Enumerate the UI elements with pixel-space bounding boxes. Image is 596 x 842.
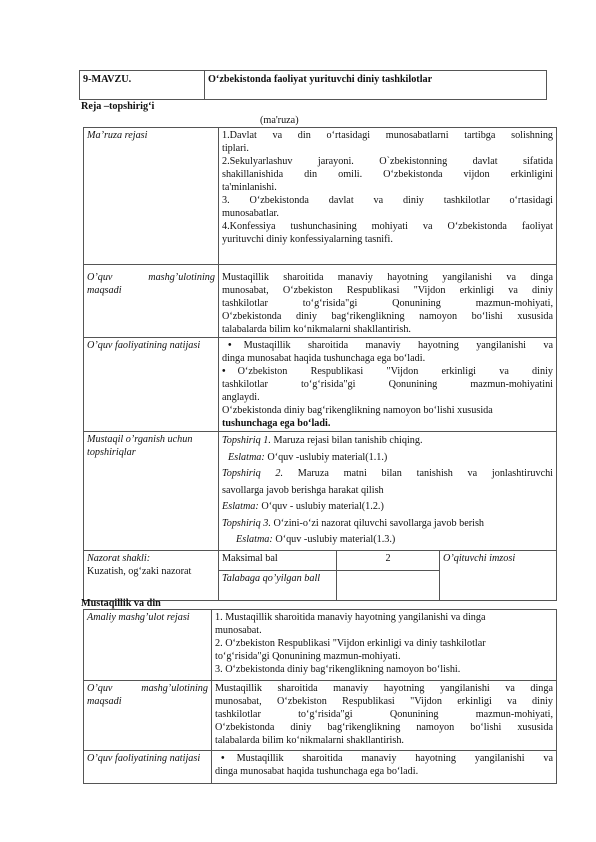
plan-line: 3. O‘zbekistonda davlat va diniy tashkilotlar o‘rtasidagi <box>222 195 554 206</box>
goal-line: munosabat, O‘zbekiston Respublikasi "Vijdon erkinligi va diniy <box>222 285 554 296</box>
section2-heading: Mustaqillik va din <box>81 598 161 609</box>
plan-line: shakillanishida din omili. O‘zbekistonda vijdon erkinligini <box>222 169 554 180</box>
task3-text: O‘zini-o‘zi nazorat qiluvchi savollarga javob berish <box>270 517 485 529</box>
practical-goal-label: O’quv mashg’ulotining maqsadi <box>84 681 212 751</box>
practical-goal-line: talabalarda bilim ko‘nikmalarni shakllantirish. <box>215 735 404 746</box>
control-value: Kuzatish, og‘zaki nazorat <box>87 565 192 577</box>
result-line: dinga munosabat haqida tushunchaga ega bo‘ladi. <box>222 353 426 364</box>
plan-line: munosabatlar. <box>222 208 279 219</box>
independent-study-content <box>219 432 557 551</box>
practical-goal-line: tashkilotlar to‘g‘risida"gi Qonunining mazmun-mohiyati, <box>215 709 553 720</box>
plan-line: 2.Sekulyarlashuv jarayoni. O`zbekistonning davlat sifatida <box>222 156 554 167</box>
result-line: tashkilotlar to‘g‘risida"gi Qonunining mazmun-mohiyatini <box>222 379 554 390</box>
result-line: • Mustaqillik sharoitida manaviy hayotning yangilanishi va <box>222 339 553 352</box>
note2-label: Eslatma: <box>222 501 259 512</box>
practical-result-line: dinga munosabat haqida tushunchaga ega bo‘ladi. <box>215 766 419 777</box>
max-score-label: Maksimal bal <box>219 550 337 570</box>
result-line: • O‘zbekiston Respublikasi "Vijdon erkinligi va diniy <box>222 365 553 378</box>
result-line: O‘zbekistonda diniy bag‘rikenglikning namoyon bo‘lishi xususida <box>222 405 493 416</box>
result-line: anglaydi. <box>222 392 260 403</box>
practical-plan-line: to‘g‘risida"gi Qonunining mazmun-mohiyati. <box>215 651 401 662</box>
practical-plan-line: 3. O‘zbekistonda diniy bag‘rikenglikning namoyon bo‘lishi. <box>215 664 461 675</box>
practical-plan-line: 2. O‘zbekiston Respublikasi "Vijdon erkinligi va diniy tashkilotlar <box>215 638 486 649</box>
practical-plan-line: munosabat. <box>215 625 262 636</box>
plan-heading: Reja –topshirig‘i <box>81 101 155 112</box>
practical-plan-line: 1. Mustaqillik sharoitida manaviy hayotning yangilanishi va dinga <box>215 612 486 623</box>
result-label: O’quv faoliyatining natijasi <box>84 338 219 432</box>
practical-table <box>83 609 557 784</box>
practical-plan-label: Amaliy mashg’ulot rejasi <box>84 610 212 681</box>
lecture-table <box>83 127 557 601</box>
student-score-value <box>337 570 440 600</box>
lecture-caption: (ma'ruza) <box>260 115 299 126</box>
practical-goal-line: Mustaqillik sharoitida manaviy hayotning yangilanishi va dinga <box>215 683 553 694</box>
task2-label: Topshiriq 2. <box>222 468 284 479</box>
plan-content <box>219 128 557 265</box>
task2-continuation: savollarga javob berishga harakat qilish <box>222 484 384 496</box>
plan-line: 4.Konfessiya tushunchasining mohiyati va O‘zbekistonda faoliyat <box>222 221 554 232</box>
student-score-label: Talabaga qo’yilgan ball <box>219 570 337 600</box>
plan-label: Ma’ruza rejasi <box>84 128 219 265</box>
plan-line: yurituvchi diniy konfessiyalarning tasnifi. <box>222 234 393 245</box>
goal-line: O‘zbekistonda diniy bag‘rikenglikning namoyon bo‘lishi xususida <box>222 311 554 322</box>
independent-study-label: Mustaqil o’rganish uchun topshiriqlar <box>84 432 219 551</box>
plan-line: tiplari. <box>222 143 249 154</box>
note1-label: Eslatma: <box>228 451 265 463</box>
practical-result-label: O’quv faoliyatining natijasi <box>84 751 212 784</box>
practical-goal-line: munosabat, O‘zbekiston Respublikasi "Vijdon erkinligi va diniy <box>215 696 553 707</box>
practical-goal-content <box>212 681 557 751</box>
goal-line: tashkilotlar to‘g‘risida"gi Qonunining mazmun-mohiyati, <box>222 298 554 309</box>
note1-text: O‘quv -uslubiy material(1.1.) <box>264 451 388 463</box>
plan-line: ta'minlanishi. <box>222 182 277 193</box>
note3-text: O‘quv -uslubiy material(1.3.) <box>272 534 396 545</box>
goal-label: O’quv mashg’ulotining maqsadi <box>84 265 219 338</box>
result-line: tushunchaga ega bo‘ladi. <box>222 418 331 429</box>
goal-line: Mustaqillik sharoitida manaviy hayotning yangilanishi va dinga <box>222 272 554 283</box>
practical-result-content <box>212 751 557 784</box>
task3-label: Topshiriq 3. <box>222 517 271 529</box>
note3-label: Eslatma: <box>236 534 273 545</box>
control-cell <box>84 550 219 600</box>
goal-line: talabalarda bilim ko‘nikmalarni shakllantirish. <box>222 324 411 335</box>
task2-text: Maruza matni bilan tanishish va jonlashtiruvchi <box>283 468 554 479</box>
teacher-signature-label: O’qituvchi imzosi <box>440 550 557 600</box>
topic-header-table <box>79 70 547 100</box>
plan-line: 1.Davlat va din o‘rtasidagi munosabatlarni tartibga solishning <box>222 130 554 141</box>
note2-text: O‘quv - uslubiy material(1.2.) <box>258 501 384 512</box>
task1-label: Topshiriq 1. <box>222 435 271 446</box>
practical-goal-line: O‘zbekistonda diniy bag‘rikenglikning namoyon bo‘lishi xususida <box>215 722 553 733</box>
result-content <box>219 338 557 432</box>
practical-result-line: • Mustaqillik sharoitida manaviy hayotning yangilanishi va <box>215 752 553 765</box>
topic-title: O‘zbekistonda faoliyat yurituvchi diniy tashkilotlar <box>205 71 547 100</box>
max-score-value: 2 <box>337 550 440 570</box>
task1-text: Maruza rejasi bilan tanishib chiqing. <box>270 435 423 446</box>
topic-number: 9-MAVZU. <box>80 71 205 100</box>
control-label: Nazorat shakli: <box>87 552 151 564</box>
goal-content <box>219 265 557 338</box>
practical-plan-content <box>212 610 557 681</box>
